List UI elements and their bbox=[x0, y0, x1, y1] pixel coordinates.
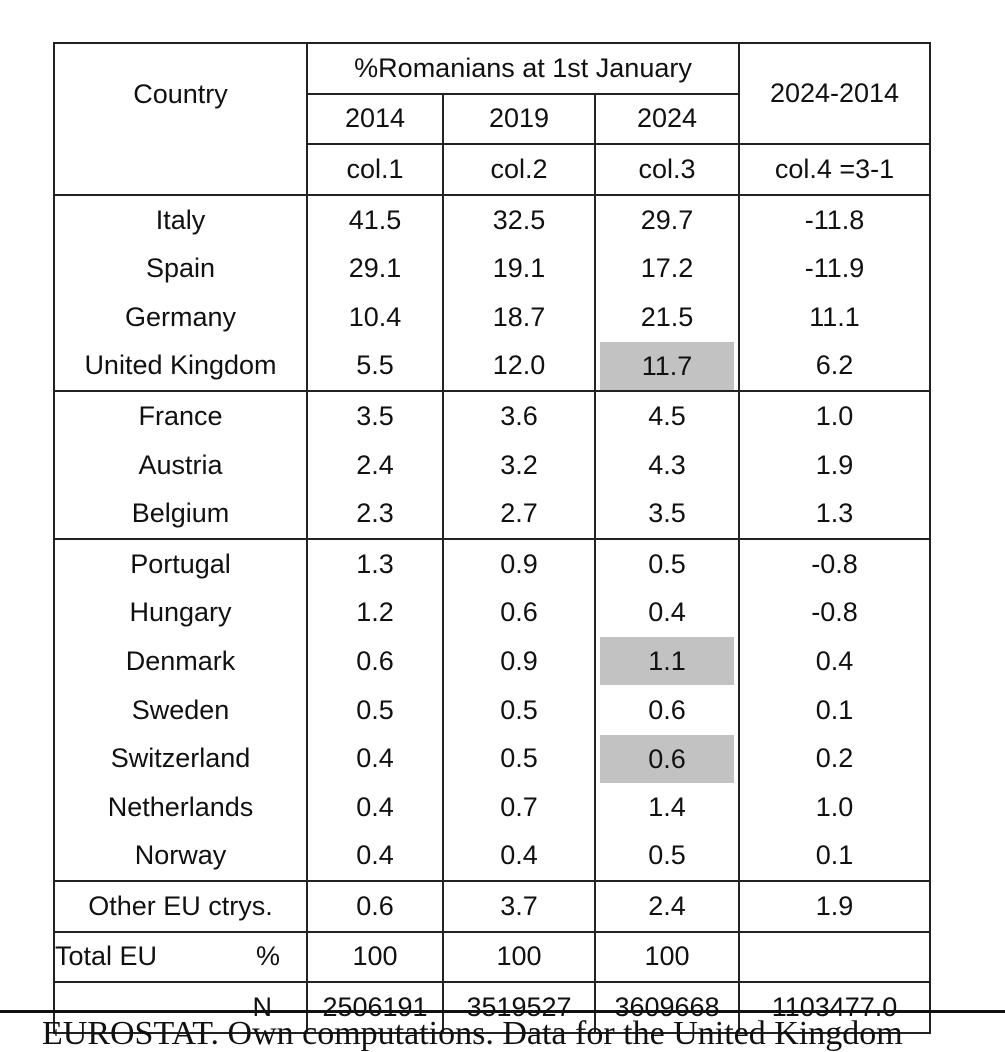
value-diff: 0.1 bbox=[815, 694, 854, 725]
country-name: Sweden bbox=[54, 686, 307, 735]
header-row-3 bbox=[54, 144, 930, 195]
value-2019: 0.7 bbox=[443, 783, 595, 832]
country-header: Country bbox=[54, 43, 307, 144]
total-label-cell bbox=[54, 932, 307, 983]
value-2014: 3.5 bbox=[307, 391, 443, 441]
value-2019: 0.5 bbox=[443, 734, 595, 783]
country-row bbox=[54, 783, 930, 832]
value-2019: 3.6 bbox=[443, 391, 595, 441]
total-pct-2014: 100 bbox=[307, 932, 443, 983]
value-2014: 2.3 bbox=[307, 489, 443, 539]
value-2019: 0.6 bbox=[443, 589, 595, 638]
total-pct-label: % bbox=[255, 941, 280, 972]
value-2019: 0.9 bbox=[443, 539, 595, 589]
total-n-label: N bbox=[54, 982, 307, 1033]
value-2019: 18.7 bbox=[443, 293, 595, 342]
value-diff: 1.9 bbox=[815, 449, 854, 480]
value-2014: 10.4 bbox=[307, 293, 443, 342]
value-2014: 5.5 bbox=[307, 342, 443, 392]
value-2019: 19.1 bbox=[443, 244, 595, 293]
value-2024-highlighted-value: 1.1 bbox=[600, 637, 734, 685]
col1-label: col.1 bbox=[307, 144, 443, 195]
country-name: Netherlands bbox=[54, 783, 307, 832]
country-row bbox=[54, 441, 930, 490]
romanians-distribution-table bbox=[53, 42, 931, 1034]
country-row bbox=[54, 391, 930, 441]
country-name: France bbox=[54, 391, 307, 441]
value-2019: 0.5 bbox=[443, 686, 595, 735]
value-2024: 21.5 bbox=[595, 293, 739, 342]
country-row bbox=[54, 589, 930, 638]
header-row-1 bbox=[54, 43, 930, 94]
total-label: Total EU bbox=[55, 941, 158, 972]
country-name: Denmark bbox=[54, 637, 307, 686]
romanians-table-container bbox=[53, 42, 929, 1034]
value-diff: 0.1 bbox=[815, 840, 854, 871]
country-rows bbox=[54, 195, 930, 881]
country-name: Hungary bbox=[54, 589, 307, 638]
diff-header: 2024-2014 bbox=[739, 43, 930, 144]
value-2024: 0.6 bbox=[595, 686, 739, 735]
country-name: Belgium bbox=[54, 489, 307, 539]
other-eu-2014: 0.6 bbox=[307, 881, 443, 932]
value-2024: 4.3 bbox=[595, 441, 739, 490]
country-name: Germany bbox=[54, 293, 307, 342]
other-eu-row bbox=[54, 881, 930, 932]
country-name: Norway bbox=[54, 832, 307, 882]
total-n-diff: 1103477.0 bbox=[771, 992, 898, 1023]
total-n-2014: 2506191 bbox=[307, 982, 443, 1033]
country-row bbox=[54, 489, 930, 539]
value-2014: 1.2 bbox=[307, 589, 443, 638]
value-diff: 11.1 bbox=[809, 301, 860, 332]
country-name: Portugal bbox=[54, 539, 307, 589]
total-pct-diff bbox=[739, 932, 930, 983]
value-diff: -0.8 bbox=[811, 597, 858, 628]
value-2024: 0.5 bbox=[595, 832, 739, 882]
source-footnote: EUROSTAT. Own computations. Data for the United Kingdom bbox=[42, 1015, 903, 1052]
value-2019: 2.7 bbox=[443, 489, 595, 539]
value-2024-highlighted-value: 11.7 bbox=[600, 342, 734, 390]
value-diff: 0.2 bbox=[815, 743, 854, 774]
country-name: Spain bbox=[54, 244, 307, 293]
value-diff: 1.0 bbox=[815, 400, 854, 431]
value-2014: 1.3 bbox=[307, 539, 443, 589]
total-pct-2024: 100 bbox=[595, 932, 739, 983]
value-2024: 29.7 bbox=[595, 195, 739, 245]
country-name: Italy bbox=[54, 195, 307, 245]
group-header: %Romanians at 1st January bbox=[307, 43, 739, 94]
source-footnote-strip bbox=[0, 1010, 1005, 1052]
country-name: Switzerland bbox=[54, 734, 307, 783]
value-2014: 0.6 bbox=[307, 637, 443, 686]
country-row bbox=[54, 342, 930, 392]
other-eu-label: Other EU ctrys. bbox=[54, 881, 307, 932]
value-2024: 0.5 bbox=[595, 539, 739, 589]
country-header-spacer bbox=[54, 144, 307, 195]
value-2014: 0.4 bbox=[307, 832, 443, 882]
country-row bbox=[54, 195, 930, 245]
country-row bbox=[54, 244, 930, 293]
total-n-2019: 3519527 bbox=[443, 982, 595, 1033]
value-2019: 12.0 bbox=[443, 342, 595, 392]
value-2024 bbox=[595, 734, 739, 783]
year-2019-header: 2019 bbox=[443, 94, 595, 145]
value-diff: 1.3 bbox=[815, 498, 854, 529]
country-row bbox=[54, 539, 930, 589]
col4-label: col.4 =3-1 bbox=[774, 153, 895, 184]
col3-label: col.3 bbox=[595, 144, 739, 195]
value-2024: 1.4 bbox=[595, 783, 739, 832]
other-eu-2024: 2.4 bbox=[595, 881, 739, 932]
value-2024: 3.5 bbox=[595, 489, 739, 539]
country-row bbox=[54, 734, 930, 783]
value-2014: 0.4 bbox=[307, 783, 443, 832]
value-2019: 3.2 bbox=[443, 441, 595, 490]
value-2024 bbox=[595, 342, 739, 392]
value-2014: 0.4 bbox=[307, 734, 443, 783]
country-row bbox=[54, 686, 930, 735]
country-row bbox=[54, 293, 930, 342]
year-2014-header: 2014 bbox=[307, 94, 443, 145]
value-2024: 17.2 bbox=[595, 244, 739, 293]
country-row bbox=[54, 637, 930, 686]
value-2019: 0.4 bbox=[443, 832, 595, 882]
value-diff: 0.4 bbox=[815, 645, 854, 676]
value-diff: -11.9 bbox=[804, 253, 865, 284]
value-2024: 0.4 bbox=[595, 589, 739, 638]
country-row bbox=[54, 832, 930, 882]
value-2024: 4.5 bbox=[595, 391, 739, 441]
other-eu-diff: 1.9 bbox=[815, 890, 854, 921]
value-diff: 1.0 bbox=[815, 791, 854, 822]
value-diff: -11.8 bbox=[804, 204, 865, 235]
value-2014: 0.5 bbox=[307, 686, 443, 735]
country-name: United Kingdom bbox=[54, 342, 307, 392]
value-2014: 41.5 bbox=[307, 195, 443, 245]
year-2024-header: 2024 bbox=[595, 94, 739, 145]
value-diff: 6.2 bbox=[815, 350, 854, 381]
col2-label: col.2 bbox=[443, 144, 595, 195]
other-eu-2019: 3.7 bbox=[443, 881, 595, 932]
value-2024 bbox=[595, 637, 739, 686]
value-diff: -0.8 bbox=[811, 548, 858, 579]
value-2019: 32.5 bbox=[443, 195, 595, 245]
value-2014: 2.4 bbox=[307, 441, 443, 490]
total-n-2024: 3609668 bbox=[595, 982, 739, 1033]
total-pct-row bbox=[54, 932, 930, 983]
country-name: Austria bbox=[54, 441, 307, 490]
value-2019: 0.9 bbox=[443, 637, 595, 686]
total-pct-2019: 100 bbox=[443, 932, 595, 983]
value-2024-highlighted-value: 0.6 bbox=[600, 735, 734, 783]
value-2014: 29.1 bbox=[307, 244, 443, 293]
